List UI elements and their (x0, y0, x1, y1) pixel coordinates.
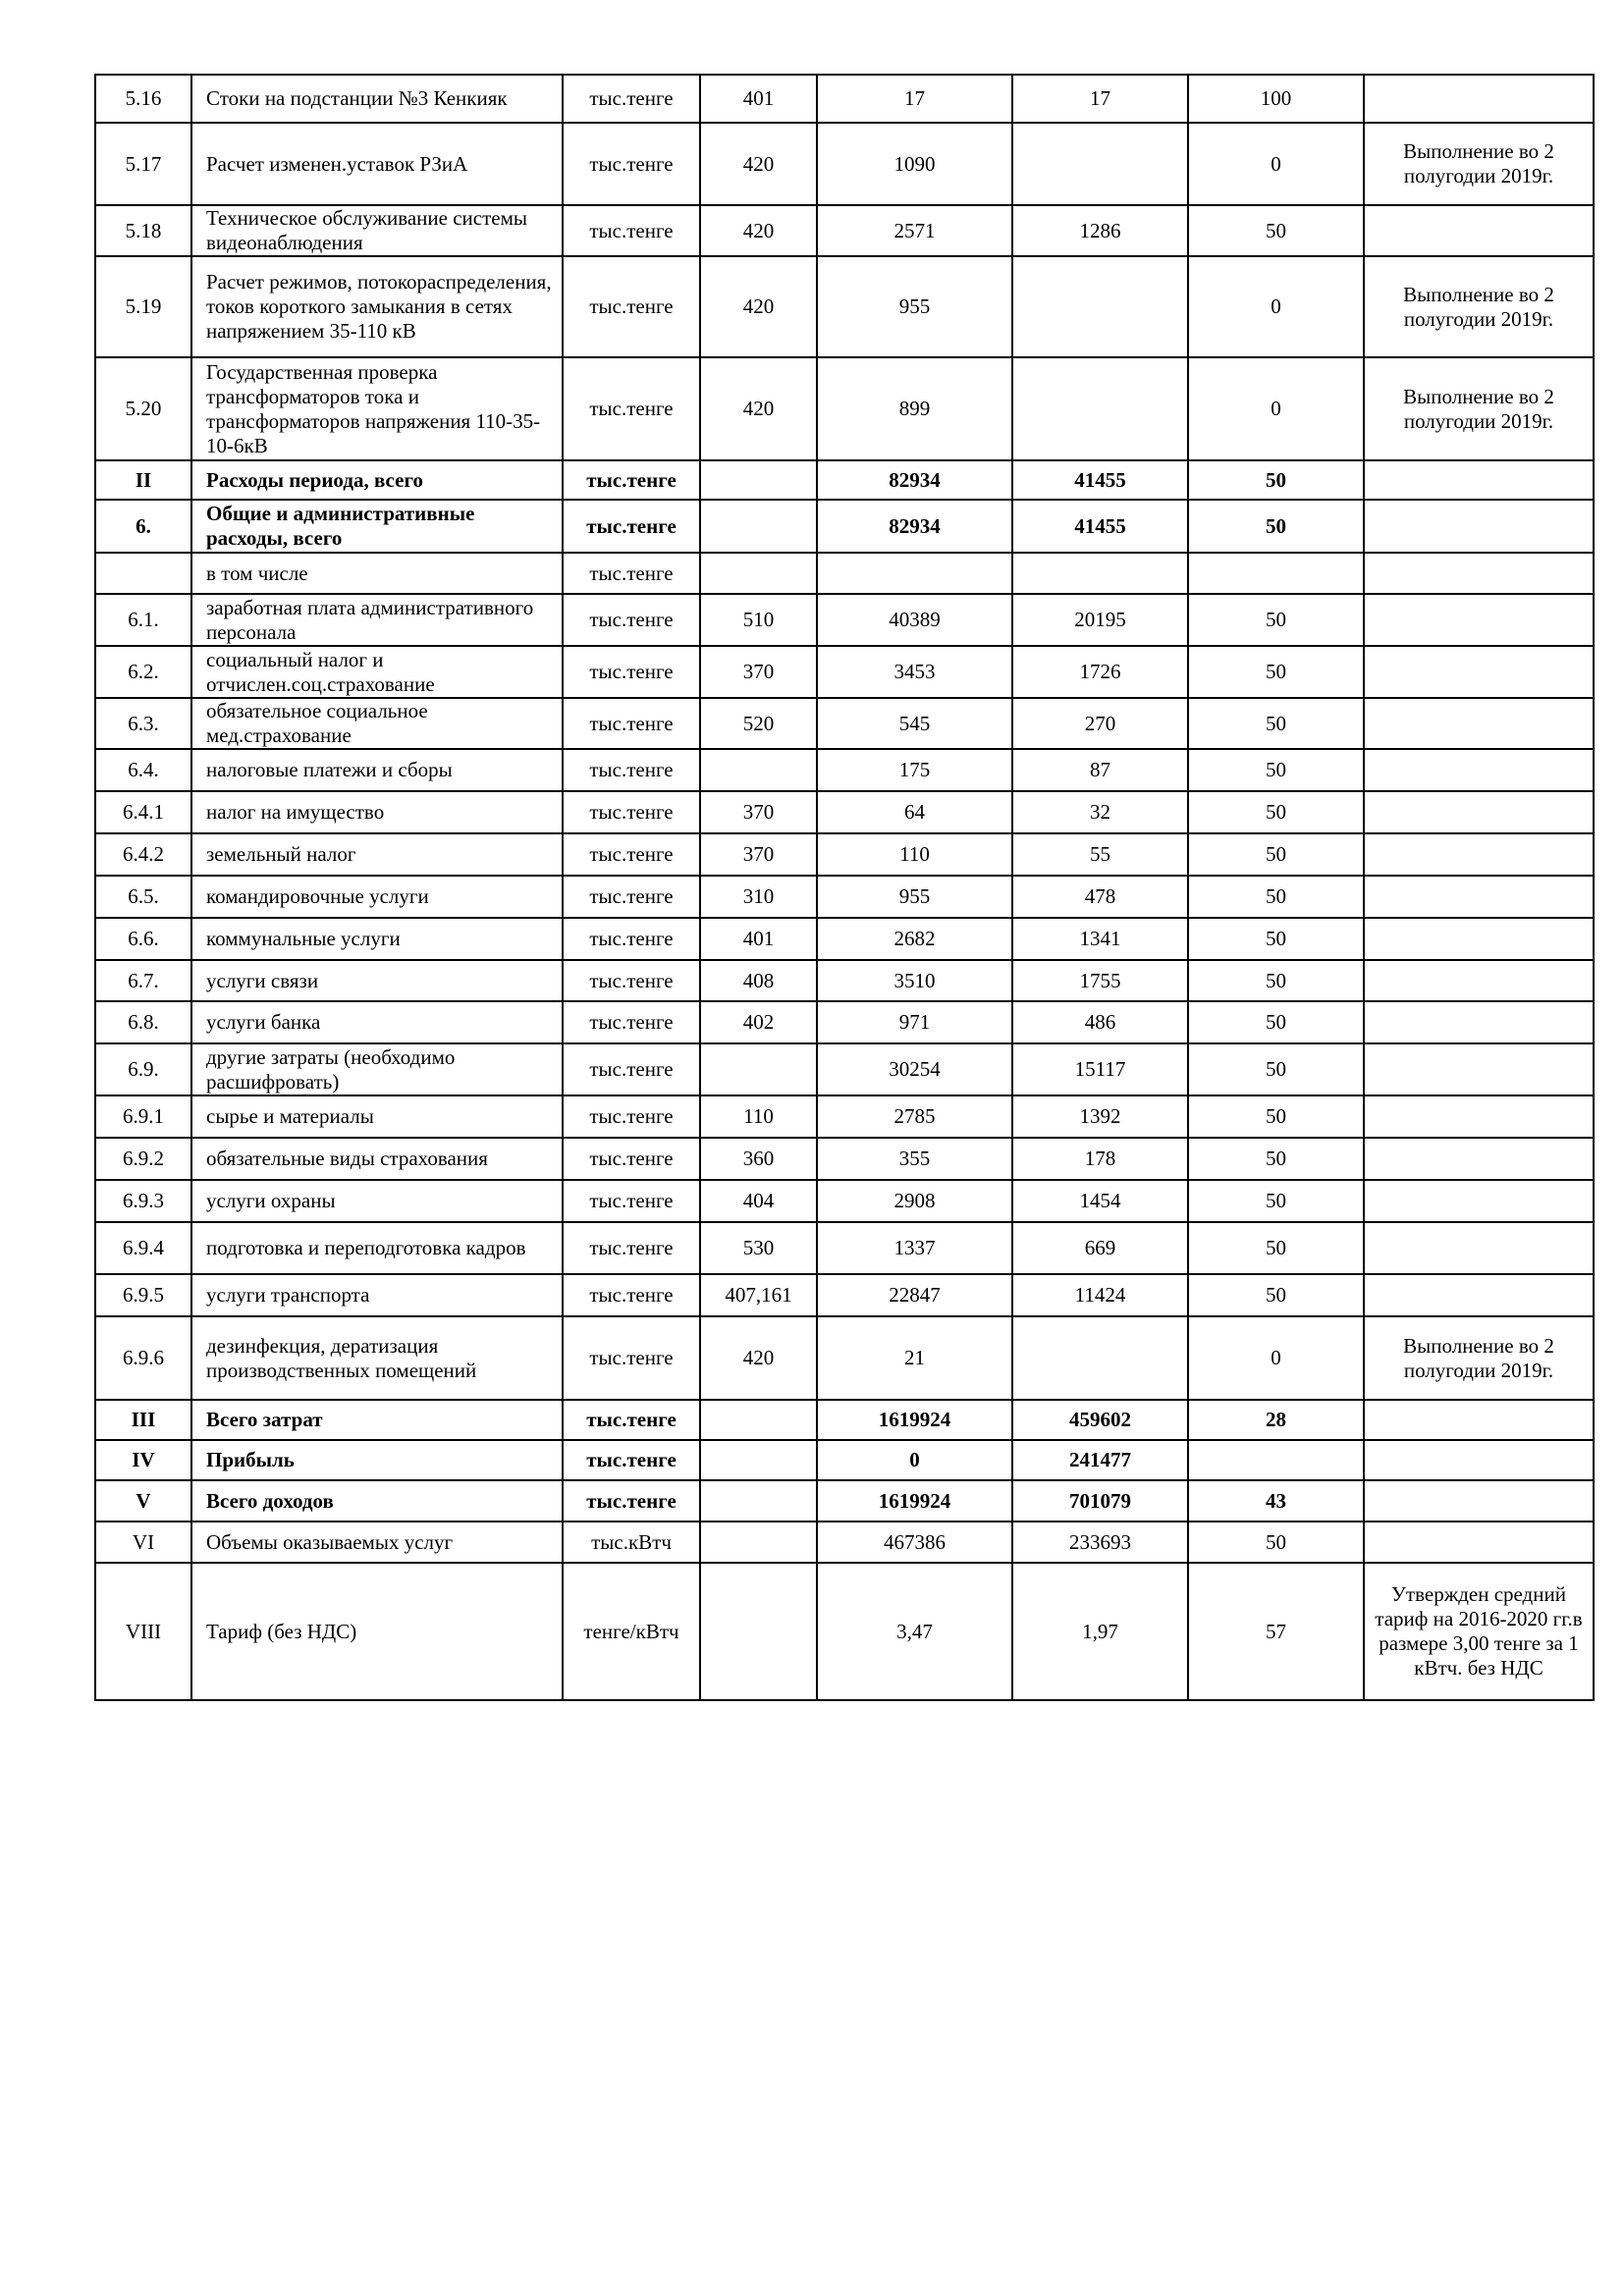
unit-of-measure: тыс.тенге (563, 1480, 700, 1522)
table-row (95, 876, 1594, 918)
unit-of-measure: тыс.тенге (563, 1316, 700, 1400)
actual-value: 1726 (1012, 646, 1188, 698)
actual-value: 32 (1012, 791, 1188, 833)
execution-percent (1188, 553, 1364, 594)
account-code: 408 (700, 960, 817, 1001)
execution-percent: 50 (1188, 205, 1364, 256)
plan-value: 1337 (817, 1222, 1012, 1274)
note-text (1364, 1001, 1594, 1043)
execution-percent: 50 (1188, 1095, 1364, 1138)
note-text (1364, 460, 1594, 500)
row-number: 5.16 (95, 75, 191, 123)
actual-value: 20195 (1012, 594, 1188, 646)
unit-of-measure: тыс.тенге (563, 1180, 700, 1222)
execution-percent: 50 (1188, 1274, 1364, 1316)
execution-percent: 50 (1188, 1180, 1364, 1222)
execution-percent: 50 (1188, 1222, 1364, 1274)
item-name: Стоки на подстанции №3 Кенкияк (191, 75, 563, 123)
execution-percent: 0 (1188, 357, 1364, 460)
plan-value: 355 (817, 1138, 1012, 1180)
plan-value: 899 (817, 357, 1012, 460)
actual-value: 478 (1012, 876, 1188, 918)
execution-percent: 0 (1188, 123, 1364, 205)
unit-of-measure: тыс.тенге (563, 1138, 700, 1180)
row-number: 6.4.1 (95, 791, 191, 833)
execution-percent: 50 (1188, 1138, 1364, 1180)
plan-value: 2908 (817, 1180, 1012, 1222)
row-number: 6.9.3 (95, 1180, 191, 1222)
plan-value: 1619924 (817, 1480, 1012, 1522)
unit-of-measure: тыс.тенге (563, 1043, 700, 1095)
execution-percent: 50 (1188, 1001, 1364, 1043)
unit-of-measure: тыс.тенге (563, 646, 700, 698)
account-code: 407,161 (700, 1274, 817, 1316)
item-name: Расходы периода, всего (191, 460, 563, 500)
plan-value: 110 (817, 833, 1012, 876)
actual-value: 1341 (1012, 918, 1188, 960)
plan-value: 64 (817, 791, 1012, 833)
plan-value: 3510 (817, 960, 1012, 1001)
account-code: 370 (700, 833, 817, 876)
row-number: 5.18 (95, 205, 191, 256)
item-name: коммунальные услуги (191, 918, 563, 960)
note-text (1364, 1043, 1594, 1095)
plan-value: 545 (817, 698, 1012, 749)
note-text: Выполнение во 2 полугодии 2019г. (1364, 1316, 1594, 1400)
row-number: 6.5. (95, 876, 191, 918)
account-code: 404 (700, 1180, 817, 1222)
account-code: 110 (700, 1095, 817, 1138)
item-name: в том числе (191, 553, 563, 594)
account-code (700, 1480, 817, 1522)
account-code: 310 (700, 876, 817, 918)
row-number: 6.2. (95, 646, 191, 698)
account-code: 402 (700, 1001, 817, 1043)
table-row (95, 256, 1594, 357)
row-number: 6.7. (95, 960, 191, 1001)
row-number: 6.9.6 (95, 1316, 191, 1400)
unit-of-measure: тыс.тенге (563, 1440, 700, 1480)
plan-value: 175 (817, 749, 1012, 791)
plan-value: 1619924 (817, 1400, 1012, 1440)
execution-percent: 0 (1188, 1316, 1364, 1400)
row-number: 6.1. (95, 594, 191, 646)
table-row (95, 75, 1594, 123)
item-name: Прибыль (191, 1440, 563, 1480)
note-text (1364, 698, 1594, 749)
note-text (1364, 1480, 1594, 1522)
actual-value (1012, 357, 1188, 460)
table-row (95, 1274, 1594, 1316)
account-code: 401 (700, 918, 817, 960)
note-text (1364, 791, 1594, 833)
note-text: Выполнение во 2 полугодии 2019г. (1364, 123, 1594, 205)
note-text (1364, 1222, 1594, 1274)
note-text (1364, 876, 1594, 918)
execution-percent: 50 (1188, 460, 1364, 500)
item-name: Всего затрат (191, 1400, 563, 1440)
unit-of-measure: тыс.тенге (563, 876, 700, 918)
actual-value: 1755 (1012, 960, 1188, 1001)
actual-value: 87 (1012, 749, 1188, 791)
unit-of-measure: тыс.тенге (563, 460, 700, 500)
table-row (95, 749, 1594, 791)
row-number: 6.9. (95, 1043, 191, 1095)
row-number: IV (95, 1440, 191, 1480)
unit-of-measure: тыс.тенге (563, 123, 700, 205)
account-code (700, 1440, 817, 1480)
note-text (1364, 1095, 1594, 1138)
unit-of-measure: тыс.тенге (563, 75, 700, 123)
account-code: 360 (700, 1138, 817, 1180)
note-text (1364, 960, 1594, 1001)
account-code (700, 749, 817, 791)
execution-percent: 50 (1188, 833, 1364, 876)
unit-of-measure: тыс.тенге (563, 594, 700, 646)
note-text (1364, 500, 1594, 553)
unit-of-measure: тыс.тенге (563, 791, 700, 833)
execution-percent: 50 (1188, 1522, 1364, 1563)
unit-of-measure: тыс.тенге (563, 749, 700, 791)
note-text (1364, 1138, 1594, 1180)
unit-of-measure: тыс.тенге (563, 1400, 700, 1440)
item-name: Расчет изменен.уставок РЗиА (191, 123, 563, 205)
row-number: 6.9.5 (95, 1274, 191, 1316)
account-code: 370 (700, 646, 817, 698)
account-code (700, 1400, 817, 1440)
actual-value (1012, 1316, 1188, 1400)
unit-of-measure: тыс.тенге (563, 1222, 700, 1274)
item-name: услуги банка (191, 1001, 563, 1043)
table-row (95, 1400, 1594, 1440)
row-number: 6.3. (95, 698, 191, 749)
actual-value: 701079 (1012, 1480, 1188, 1522)
plan-value: 17 (817, 75, 1012, 123)
note-text (1364, 1522, 1594, 1563)
plan-value: 955 (817, 876, 1012, 918)
actual-value: 1392 (1012, 1095, 1188, 1138)
item-name: Расчет режимов, потокораспределения, токов короткого замыкания в сетях напряжением 35-110 кВ (191, 256, 563, 357)
plan-value: 40389 (817, 594, 1012, 646)
unit-of-measure: тенге/кВтч (563, 1563, 700, 1700)
execution-percent: 50 (1188, 594, 1364, 646)
row-number: 6.4.2 (95, 833, 191, 876)
account-code (700, 1522, 817, 1563)
plan-value: 971 (817, 1001, 1012, 1043)
actual-value (1012, 553, 1188, 594)
actual-value: 17 (1012, 75, 1188, 123)
table-row (95, 1316, 1594, 1400)
plan-value: 955 (817, 256, 1012, 357)
table-row (95, 500, 1594, 553)
execution-percent: 43 (1188, 1480, 1364, 1522)
table-row (95, 1001, 1594, 1043)
item-name: Государственная проверка трансформаторов тока и трансформаторов напряжения 110-35-10-6кВ (191, 357, 563, 460)
note-text: Утвержден средний тариф на 2016-2020 гг.в размере 3,00 тенге за 1 кВтч. без НДС (1364, 1563, 1594, 1700)
item-name: Всего доходов (191, 1480, 563, 1522)
note-text (1364, 1440, 1594, 1480)
account-code: 420 (700, 205, 817, 256)
table-row (95, 918, 1594, 960)
execution-percent: 50 (1188, 500, 1364, 553)
plan-value: 2682 (817, 918, 1012, 960)
unit-of-measure: тыс.тенге (563, 357, 700, 460)
table-row (95, 1563, 1594, 1700)
execution-percent: 50 (1188, 646, 1364, 698)
plan-value: 3,47 (817, 1563, 1012, 1700)
unit-of-measure: тыс.тенге (563, 500, 700, 553)
item-name: другие затраты (необходимо расшифровать) (191, 1043, 563, 1095)
note-text (1364, 1400, 1594, 1440)
table-row (95, 1095, 1594, 1138)
row-number: VIII (95, 1563, 191, 1700)
table-row (95, 646, 1594, 698)
row-number: 6.9.4 (95, 1222, 191, 1274)
item-name: командировочные услуги (191, 876, 563, 918)
row-number: 5.20 (95, 357, 191, 460)
execution-percent: 50 (1188, 1043, 1364, 1095)
item-name: дезинфекция, дератизация производственных помещений (191, 1316, 563, 1400)
account-code: 520 (700, 698, 817, 749)
row-number: 5.19 (95, 256, 191, 357)
plan-value (817, 553, 1012, 594)
item-name: налог на имущество (191, 791, 563, 833)
unit-of-measure: тыс.тенге (563, 1095, 700, 1138)
tariff-cost-table (94, 74, 1595, 1701)
unit-of-measure: тыс.тенге (563, 1274, 700, 1316)
actual-value: 41455 (1012, 460, 1188, 500)
unit-of-measure: тыс.тенге (563, 205, 700, 256)
item-name: обязательные виды страхования (191, 1138, 563, 1180)
actual-value (1012, 256, 1188, 357)
table-row (95, 1180, 1594, 1222)
account-code (700, 500, 817, 553)
note-text (1364, 553, 1594, 594)
note-text (1364, 205, 1594, 256)
account-code (700, 1563, 817, 1700)
plan-value: 21 (817, 1316, 1012, 1400)
execution-percent: 0 (1188, 256, 1364, 357)
note-text (1364, 646, 1594, 698)
unit-of-measure: тыс.кВтч (563, 1522, 700, 1563)
table-row (95, 1138, 1594, 1180)
execution-percent: 50 (1188, 698, 1364, 749)
actual-value: 459602 (1012, 1400, 1188, 1440)
row-number (95, 553, 191, 594)
row-number: 6. (95, 500, 191, 553)
account-code: 420 (700, 357, 817, 460)
item-name: услуги транспорта (191, 1274, 563, 1316)
account-code: 370 (700, 791, 817, 833)
table-row (95, 833, 1594, 876)
plan-value: 30254 (817, 1043, 1012, 1095)
unit-of-measure: тыс.тенге (563, 698, 700, 749)
table-row (95, 1522, 1594, 1563)
account-code (700, 460, 817, 500)
row-number: V (95, 1480, 191, 1522)
table-row (95, 960, 1594, 1001)
table-row (95, 460, 1594, 500)
account-code (700, 1043, 817, 1095)
table-row (95, 553, 1594, 594)
item-name: социальный налог и отчислен.соц.страхование (191, 646, 563, 698)
plan-value: 82934 (817, 500, 1012, 553)
plan-value: 22847 (817, 1274, 1012, 1316)
actual-value: 1286 (1012, 205, 1188, 256)
item-name: Объемы оказываемых услуг (191, 1522, 563, 1563)
plan-value: 3453 (817, 646, 1012, 698)
note-text: Выполнение во 2 полугодии 2019г. (1364, 357, 1594, 460)
table-body (95, 75, 1594, 1700)
table-row (95, 123, 1594, 205)
table-row (95, 791, 1594, 833)
actual-value: 1,97 (1012, 1563, 1188, 1700)
row-number: 6.6. (95, 918, 191, 960)
row-number: 6.9.2 (95, 1138, 191, 1180)
item-name: Общие и административные расходы, всего (191, 500, 563, 553)
item-name: налоговые платежи и сборы (191, 749, 563, 791)
account-code: 420 (700, 123, 817, 205)
item-name: обязательное социальное мед.страхование (191, 698, 563, 749)
note-text (1364, 749, 1594, 791)
note-text (1364, 75, 1594, 123)
unit-of-measure: тыс.тенге (563, 1001, 700, 1043)
plan-value: 0 (817, 1440, 1012, 1480)
execution-percent: 50 (1188, 960, 1364, 1001)
actual-value: 11424 (1012, 1274, 1188, 1316)
execution-percent: 100 (1188, 75, 1364, 123)
account-code (700, 553, 817, 594)
unit-of-measure: тыс.тенге (563, 256, 700, 357)
item-name: услуги охраны (191, 1180, 563, 1222)
actual-value (1012, 123, 1188, 205)
execution-percent: 50 (1188, 749, 1364, 791)
table-row (95, 205, 1594, 256)
account-code: 420 (700, 256, 817, 357)
actual-value: 233693 (1012, 1522, 1188, 1563)
table-row (95, 1222, 1594, 1274)
row-number: II (95, 460, 191, 500)
actual-value: 1454 (1012, 1180, 1188, 1222)
execution-percent: 28 (1188, 1400, 1364, 1440)
note-text (1364, 1274, 1594, 1316)
row-number: 6.8. (95, 1001, 191, 1043)
actual-value: 178 (1012, 1138, 1188, 1180)
table-row (95, 357, 1594, 460)
note-text: Выполнение во 2 полугодии 2019г. (1364, 256, 1594, 357)
actual-value: 55 (1012, 833, 1188, 876)
plan-value: 82934 (817, 460, 1012, 500)
actual-value: 669 (1012, 1222, 1188, 1274)
unit-of-measure: тыс.тенге (563, 833, 700, 876)
actual-value: 241477 (1012, 1440, 1188, 1480)
item-name: Техническое обслуживание системы видеонаблюдения (191, 205, 563, 256)
account-code: 510 (700, 594, 817, 646)
table-row (95, 698, 1594, 749)
account-code: 401 (700, 75, 817, 123)
plan-value: 467386 (817, 1522, 1012, 1563)
plan-value: 1090 (817, 123, 1012, 205)
actual-value: 270 (1012, 698, 1188, 749)
actual-value: 41455 (1012, 500, 1188, 553)
actual-value: 486 (1012, 1001, 1188, 1043)
actual-value: 15117 (1012, 1043, 1188, 1095)
row-number: 6.4. (95, 749, 191, 791)
table-row (95, 594, 1594, 646)
account-code: 420 (700, 1316, 817, 1400)
item-name: земельный налог (191, 833, 563, 876)
execution-percent: 57 (1188, 1563, 1364, 1700)
item-name: услуги связи (191, 960, 563, 1001)
unit-of-measure: тыс.тенге (563, 553, 700, 594)
note-text (1364, 833, 1594, 876)
note-text (1364, 1180, 1594, 1222)
execution-percent (1188, 1440, 1364, 1480)
item-name: подготовка и переподготовка кадров (191, 1222, 563, 1274)
item-name: Тариф (без НДС) (191, 1563, 563, 1700)
note-text (1364, 918, 1594, 960)
execution-percent: 50 (1188, 791, 1364, 833)
row-number: III (95, 1400, 191, 1440)
plan-value: 2785 (817, 1095, 1012, 1138)
table-row (95, 1440, 1594, 1480)
unit-of-measure: тыс.тенге (563, 960, 700, 1001)
table-row (95, 1480, 1594, 1522)
account-code: 530 (700, 1222, 817, 1274)
table-row (95, 1043, 1594, 1095)
row-number: VI (95, 1522, 191, 1563)
execution-percent: 50 (1188, 918, 1364, 960)
note-text (1364, 594, 1594, 646)
row-number: 5.17 (95, 123, 191, 205)
execution-percent: 50 (1188, 876, 1364, 918)
item-name: сырье и материалы (191, 1095, 563, 1138)
plan-value: 2571 (817, 205, 1012, 256)
unit-of-measure: тыс.тенге (563, 918, 700, 960)
row-number: 6.9.1 (95, 1095, 191, 1138)
item-name: заработная плата административного персонала (191, 594, 563, 646)
